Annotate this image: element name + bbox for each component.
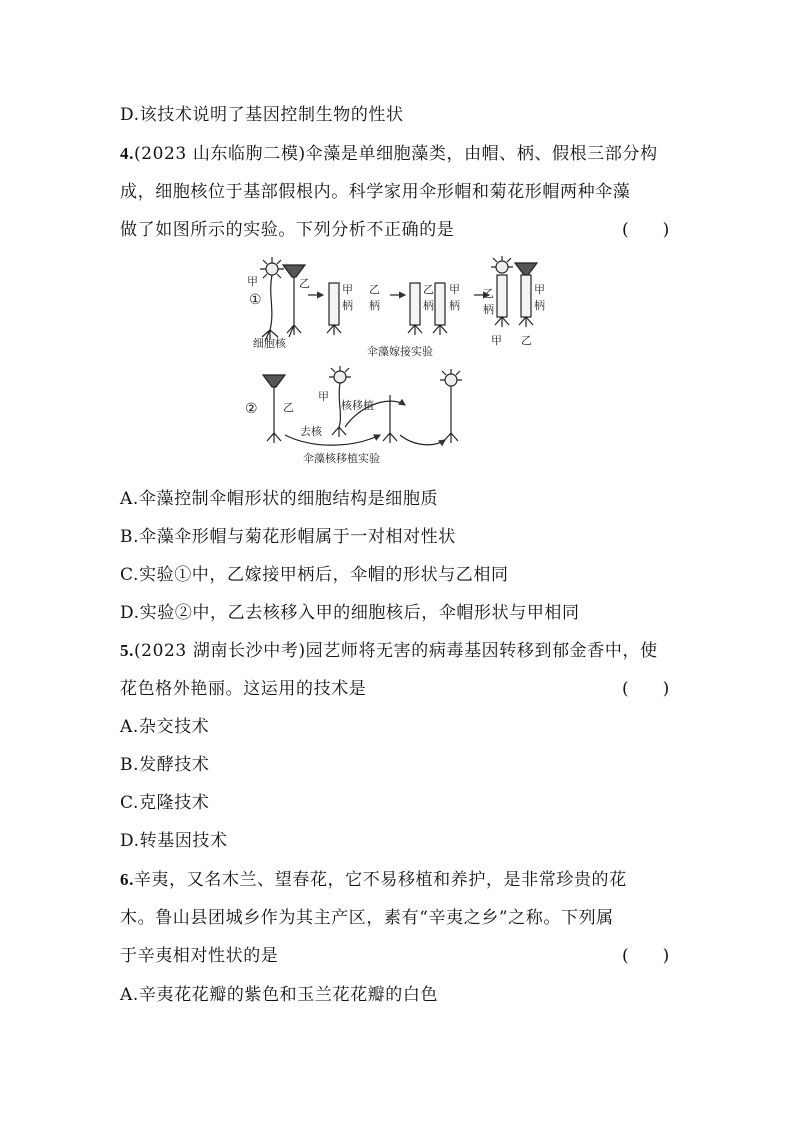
label-jia: 甲 (342, 283, 353, 296)
experiment-2-marker: ② (245, 401, 258, 417)
option-b: B.发酵技术 (120, 755, 210, 775)
exp2-result-flower (440, 369, 462, 443)
label-jia: 甲 (247, 275, 258, 288)
question-4-line-1 (120, 143, 658, 165)
label-jia: 甲 (534, 283, 545, 296)
question-text: 辛夷，又名木兰、望春花，它不易移植和养护，是非常珍贵的花 (133, 870, 627, 890)
label-yi: 乙 (521, 334, 532, 347)
jia-alga-chrysanthemum-cap (260, 257, 284, 341)
question-number: 6. (120, 870, 134, 889)
yi-alga-umbrella-cap (283, 265, 305, 337)
label-jia: 甲 (318, 390, 329, 403)
answer-blank: ( ) (622, 946, 670, 966)
exp2-yi-umbrella (263, 375, 285, 443)
label-stem: 柄 (423, 299, 434, 312)
label-nucleus: 细胞核 (253, 337, 286, 350)
option-d: D.实验②中，乙去核移入甲的细胞核后，伞帽形状与甲相同 (120, 603, 580, 623)
result-flower-cap (491, 256, 513, 327)
label-yi: 乙 (299, 277, 310, 290)
label-stem: 柄 (483, 303, 494, 316)
question-number: 4. (120, 144, 134, 163)
experiment-1-marker: ① (249, 292, 262, 308)
label-yi: 乙 (423, 283, 434, 296)
question-6-line-1 (120, 869, 627, 891)
label-stem: 柄 (534, 299, 545, 312)
option-d: D.转基因技术 (120, 831, 228, 851)
question-6-line-3: 于辛夷相对性状的是 (120, 946, 279, 966)
label-stem: 柄 (449, 299, 460, 312)
answer-blank: ( ) (622, 679, 670, 699)
answer-blank: ( ) (622, 220, 670, 240)
label-jia: 甲 (449, 283, 460, 296)
label-nuclear-transplant: 核移植 (341, 399, 374, 412)
question-text: (2023 湖南长沙中考)园艺师将无害的病毒基因转移到郁金香中，使 (133, 641, 658, 661)
option-c: C.克隆技术 (120, 793, 210, 813)
label-remove-nucleus: 去核 (300, 425, 322, 438)
question-5-line-2: 花色格外艳丽。这运用的技术是 (120, 679, 367, 699)
option-a: A.伞藻控制伞帽形状的细胞结构是细胞质 (120, 489, 439, 509)
question-6-line-2: 木。鲁山县团城乡作为其主产区，素有“辛夷之乡”之称。下列属 (120, 908, 614, 928)
option-b: B.伞藻伞形帽与菊花形帽属于一对相对性状 (120, 527, 456, 547)
question-4-line-3: 做了如图所示的实验。下列分析不正确的是 (120, 220, 455, 240)
label-stem: 柄 (342, 299, 353, 312)
exp2-stem-after (383, 395, 397, 443)
label-yi: 乙 (483, 287, 494, 300)
question-text: (2023 山东临朐二模)伞藻是单细胞藻类，由帽、柄、假根三部分构 (133, 144, 658, 164)
label-stem: 柄 (369, 299, 380, 312)
question-number: 5. (120, 641, 134, 660)
question-4-line-2: 成，细胞核位于基部假根内。科学家用伞形帽和菊花形帽两种伞藻 (120, 182, 631, 202)
label-yi: 乙 (369, 283, 380, 296)
question-5-line-1 (120, 640, 658, 662)
label-yi: 乙 (283, 401, 294, 414)
label-jia: 甲 (491, 334, 502, 347)
option-line: D.该技术说明了基因控制生物的性状 (120, 105, 404, 125)
experiment-diagram (245, 255, 565, 470)
experiment-1-caption: 伞藻嫁接实验 (367, 345, 433, 358)
experiment-2-caption: 伞藻核移植实验 (303, 452, 380, 465)
umbrella-algae-figure (245, 255, 565, 470)
option-a: A.辛夷花花瓣的紫色和玉兰花花瓣的白色 (120, 985, 439, 1005)
option-a: A.杂交技术 (120, 717, 210, 737)
option-c: C.实验①中，乙嫁接甲柄后，伞帽的形状与乙相同 (120, 565, 509, 585)
